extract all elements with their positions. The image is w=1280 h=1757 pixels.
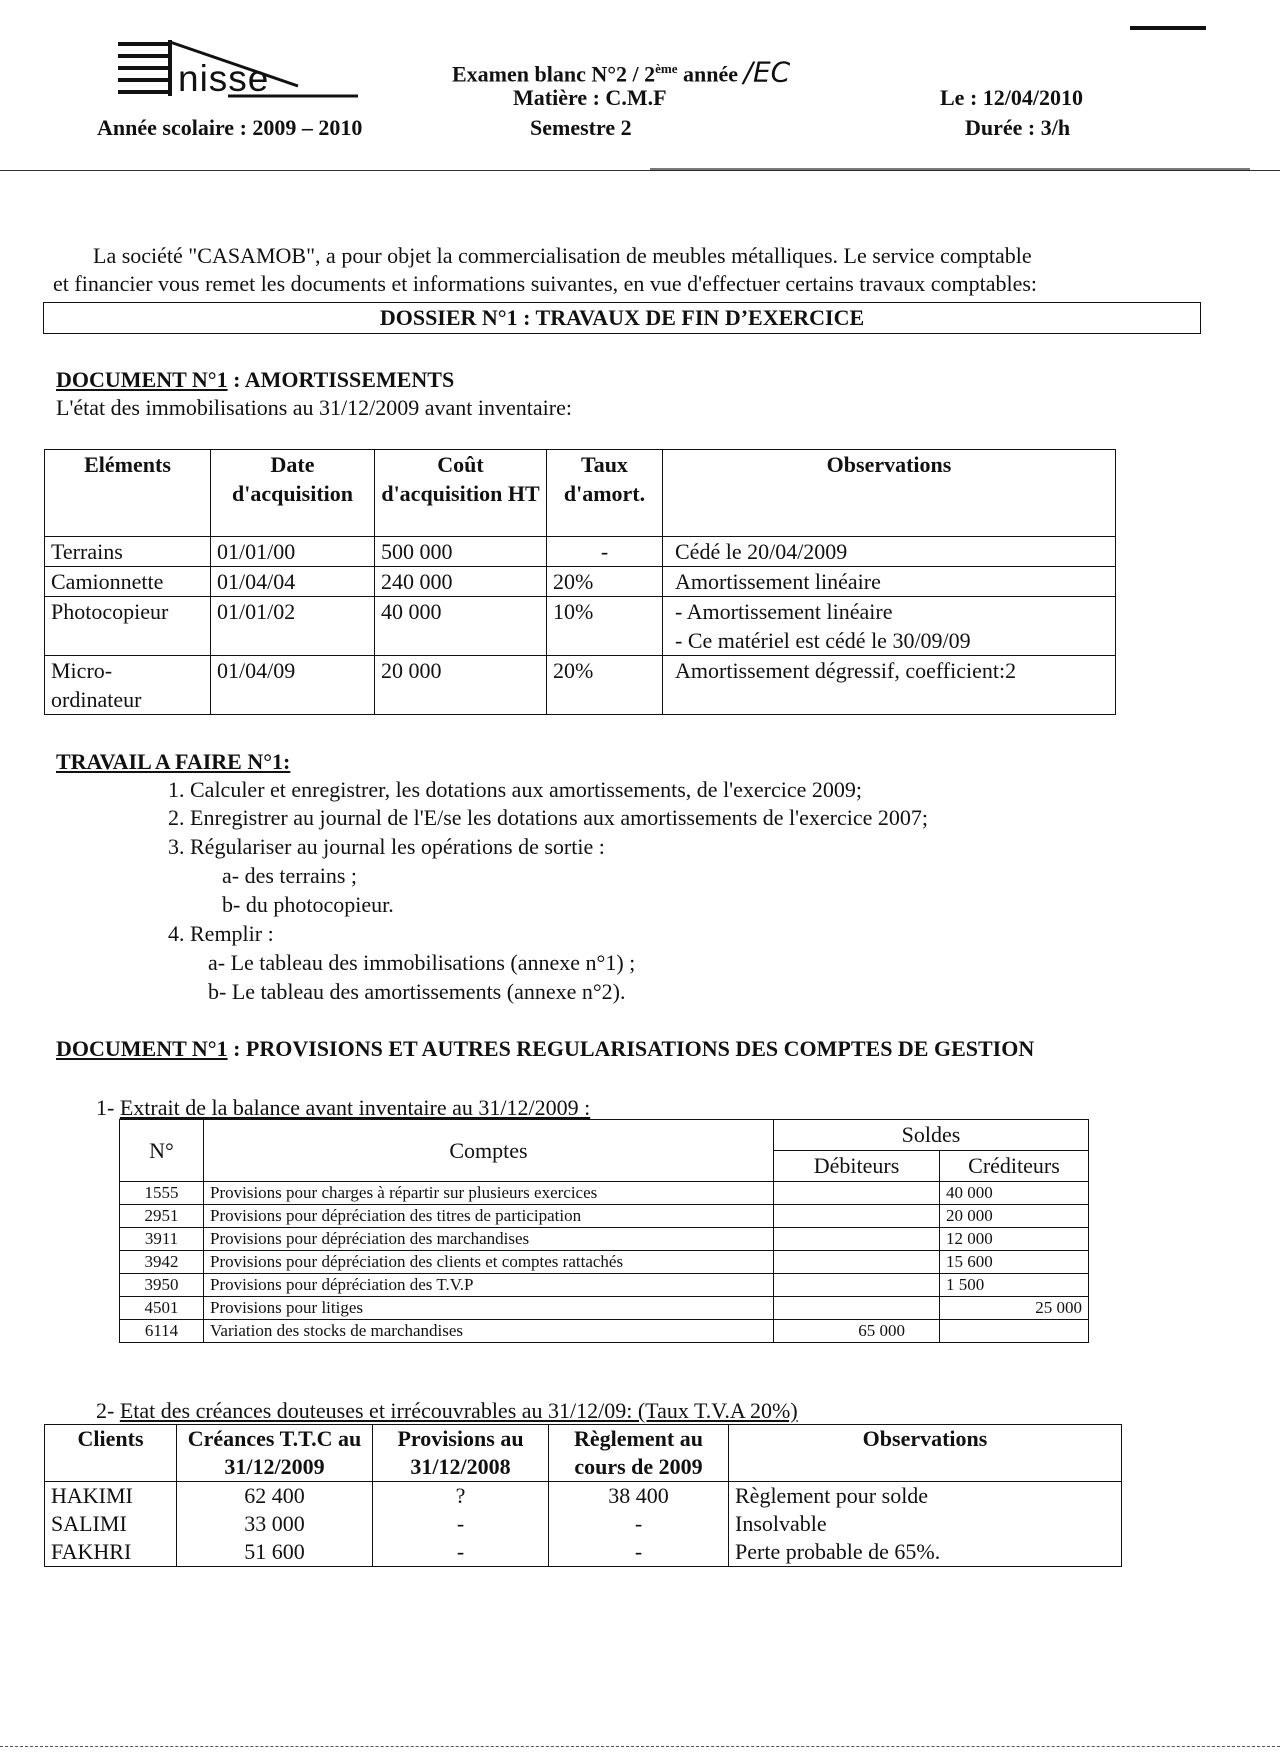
table-row	[45, 567, 1116, 597]
cell-compte: Provisions pour dépréciation des clients et comptes rattachés	[204, 1251, 774, 1274]
balance-header-row-1	[120, 1120, 1089, 1151]
cell-cout: 40 000	[375, 597, 547, 656]
exam-title	[452, 55, 790, 87]
exam-title-main: Examen blanc N°2 / 2	[452, 61, 656, 87]
col-creances-ttc: Créances T.T.C au 31/12/2009	[177, 1425, 373, 1482]
cell-compte: Provisions pour dépréciation des T.V.P	[204, 1274, 774, 1297]
semestre: Semestre 2	[530, 115, 632, 140]
cell-numero: 2951	[120, 1205, 204, 1228]
taf1-item-1: 1. Calculer et enregistrer, les dotations aux amortissements, de l'exercice 2009;	[168, 777, 863, 802]
cell-element: Camionnette	[45, 567, 211, 597]
creances-title	[96, 1397, 798, 1425]
cell-debit	[774, 1228, 940, 1251]
table-row	[120, 1274, 1089, 1297]
cell-taux: 20%	[547, 656, 663, 715]
cell-compte: Provisions pour dépréciation des marchandises	[204, 1228, 774, 1251]
col-observations: Observations	[729, 1425, 1122, 1482]
col-comptes: Comptes	[204, 1120, 774, 1182]
immobilisations-header-row	[45, 450, 1116, 537]
doc2-title-text: : PROVISIONS ET AUTRES REGULARISATIONS DES COMPTES DE GESTION	[227, 1036, 1035, 1061]
cell-credit	[940, 1320, 1089, 1343]
balance-title	[96, 1094, 590, 1122]
taf1-item-4b: b- Le tableau des amortissements (annexe n°2).	[208, 979, 626, 1004]
col-crediteurs: Créditeurs	[940, 1151, 1089, 1182]
table-row	[120, 1228, 1089, 1251]
cell-numero: 3911	[120, 1228, 204, 1251]
col-cout-acquisition: Coût d'acquisition HT	[375, 450, 547, 537]
doc2-title-number: DOCUMENT N°1	[56, 1036, 228, 1061]
col-taux-amort: Taux d'amort.	[547, 450, 663, 537]
annee-scolaire: Année scolaire : 2009 – 2010	[97, 115, 363, 140]
balance-title-number: 1-	[96, 1095, 120, 1120]
cell-element-line-1: Micro-	[51, 658, 113, 683]
cell-date: 01/04/04	[211, 567, 375, 597]
immobilisations-table	[44, 449, 1116, 715]
dossier-title-box: DOSSIER N°1 : TRAVAUX DE FIN D’EXERCICE	[43, 302, 1201, 334]
balance-table	[119, 1119, 1089, 1343]
cell-debit	[774, 1182, 940, 1205]
cell-element: Photocopieur	[45, 597, 211, 656]
col-debiteurs: Débiteurs	[774, 1151, 940, 1182]
exam-handwritten-note: /EC	[743, 55, 791, 89]
cell-provision: ?	[373, 1482, 549, 1511]
cell-compte: Provisions pour dépréciation des titres de participation	[204, 1205, 774, 1228]
cell-compte: Provisions pour charges à répartir sur plusieurs exercices	[204, 1182, 774, 1205]
cell-debit	[774, 1297, 940, 1320]
cell-observation-line-1: - Amortissement linéaire	[675, 599, 893, 624]
cell-date: 01/01/02	[211, 597, 375, 656]
col-observations: Observations	[663, 450, 1116, 537]
cell-taux: 10%	[547, 597, 663, 656]
cell-provision: -	[373, 1538, 549, 1567]
doc1-title	[56, 366, 454, 394]
cell-compte: Provisions pour litiges	[204, 1297, 774, 1320]
cell-credit: 12 000	[940, 1228, 1089, 1251]
exam-duree: Durée : 3/h	[965, 115, 1071, 140]
cell-observation: Amortissement dégressif, coefficient:2	[663, 656, 1116, 715]
cell-credit: 20 000	[940, 1205, 1089, 1228]
col-soldes: Soldes	[774, 1120, 1089, 1151]
cell-numero: 4501	[120, 1297, 204, 1320]
col-date-acquisition: Date d'acquisition	[211, 450, 375, 537]
col-provisions-2008: Provisions au 31/12/2008	[373, 1425, 549, 1482]
cell-creance: 62 400	[177, 1482, 373, 1511]
table-row	[45, 1510, 1122, 1538]
taf1-item-3: 3. Régulariser au journal les opérations de sortie :	[168, 834, 605, 859]
doc1-title-number: DOCUMENT N°1	[56, 367, 228, 392]
cell-reglement: -	[549, 1538, 729, 1567]
logo-text: nisse	[178, 58, 270, 99]
doc1-title-text: : AMORTISSEMENTS	[227, 367, 455, 392]
table-row	[45, 537, 1116, 567]
cell-credit: 1 500	[940, 1274, 1089, 1297]
cell-compte: Variation des stocks de marchandises	[204, 1320, 774, 1343]
cell-element-line-2: ordinateur	[51, 687, 142, 712]
exam-date: Le : 12/04/2010	[940, 85, 1083, 110]
cell-client: FAKHRI	[45, 1538, 177, 1567]
school-logo	[118, 38, 363, 110]
footer-divider	[0, 1746, 1280, 1747]
cell-debit	[774, 1274, 940, 1297]
cell-reglement: 38 400	[549, 1482, 729, 1511]
cell-element	[45, 656, 211, 715]
cell-observation: Amortissement linéaire	[663, 567, 1116, 597]
table-row	[120, 1297, 1089, 1320]
cell-observation: Insolvable	[729, 1510, 1122, 1538]
table-row	[120, 1205, 1089, 1228]
taf1-item-4: 4. Remplir :	[168, 921, 274, 946]
table-row	[45, 1482, 1122, 1511]
cell-observation: Règlement pour solde	[729, 1482, 1122, 1511]
cell-cout: 500 000	[375, 537, 547, 567]
table-row	[45, 597, 1116, 656]
cell-creance: 33 000	[177, 1510, 373, 1538]
creances-title-number: 2-	[96, 1398, 120, 1423]
doc2-title	[56, 1035, 1034, 1063]
cell-client: HAKIMI	[45, 1482, 177, 1511]
cell-taux: 20%	[547, 567, 663, 597]
intro-line-2: et financier vous remet les documents et informations suivantes, en vue d'effectuer certains travaux comptables:	[53, 271, 1038, 296]
cell-debit	[774, 1251, 940, 1274]
cell-cout: 20 000	[375, 656, 547, 715]
cell-observation: Cédé le 20/04/2009	[663, 537, 1116, 567]
table-row	[45, 656, 1116, 715]
balance-title-text: Extrait de la balance avant inventaire au 31/12/2009 :	[119, 1095, 591, 1120]
taf1-item-3b: b- du photocopieur.	[222, 892, 394, 917]
table-row	[120, 1320, 1089, 1343]
cell-numero: 3942	[120, 1251, 204, 1274]
cell-element: Terrains	[45, 537, 211, 567]
table-row	[120, 1251, 1089, 1274]
cell-taux: -	[547, 537, 663, 567]
cell-credit: 25 000	[940, 1297, 1089, 1320]
header-divider-thick	[650, 168, 1250, 171]
creances-title-text: Etat des créances douteuses et irrécouvrables au 31/12/09: (Taux T.V.A 20%)	[119, 1398, 798, 1423]
taf1-item-3a: a- des terrains ;	[222, 863, 357, 888]
cell-credit: 15 600	[940, 1251, 1089, 1274]
exam-title-rest: année	[677, 61, 744, 87]
creances-header-row	[45, 1425, 1122, 1482]
cell-cout: 240 000	[375, 567, 547, 597]
cell-date: 01/01/00	[211, 537, 375, 567]
col-numero: N°	[120, 1120, 204, 1182]
col-elements: Eléments	[45, 450, 211, 537]
cell-provision: -	[373, 1510, 549, 1538]
matiere: Matière : C.M.F	[513, 85, 667, 110]
taf1-item-2: 2. Enregistrer au journal de l'E/se les dotations aux amortissements de l'exercice 2007;	[168, 805, 928, 830]
cell-observation: Perte probable de 65%.	[729, 1538, 1122, 1567]
col-clients: Clients	[45, 1425, 177, 1482]
intro-line-1: La société "CASAMOB", a pour objet la commercialisation de meubles métalliques. Le service comptable	[93, 243, 1032, 268]
cell-creance: 51 600	[177, 1538, 373, 1567]
cell-date: 01/04/09	[211, 656, 375, 715]
cell-client: SALIMI	[45, 1510, 177, 1538]
doc1-subtitle: L'état des immobilisations au 31/12/2009 avant inventaire:	[56, 395, 572, 420]
creances-table	[44, 1424, 1122, 1567]
taf1-title: TRAVAIL A FAIRE N°1:	[56, 749, 291, 774]
cell-observation-line-2: - Ce matériel est cédé le 30/09/09	[675, 628, 971, 653]
exam-title-sup: ème	[655, 61, 678, 76]
header-corner-rule	[1130, 26, 1206, 30]
cell-reglement: -	[549, 1510, 729, 1538]
table-row	[45, 1538, 1122, 1567]
cell-debit	[774, 1205, 940, 1228]
taf1-item-4a: a- Le tableau des immobilisations (annexe n°1) ;	[208, 950, 636, 975]
table-row	[120, 1182, 1089, 1205]
cell-numero: 3950	[120, 1274, 204, 1297]
cell-numero: 6114	[120, 1320, 204, 1343]
cell-credit: 40 000	[940, 1182, 1089, 1205]
col-reglement-2009: Règlement au cours de 2009	[549, 1425, 729, 1482]
cell-observation	[663, 597, 1116, 656]
cell-numero: 1555	[120, 1182, 204, 1205]
cell-debit: 65 000	[774, 1320, 940, 1343]
